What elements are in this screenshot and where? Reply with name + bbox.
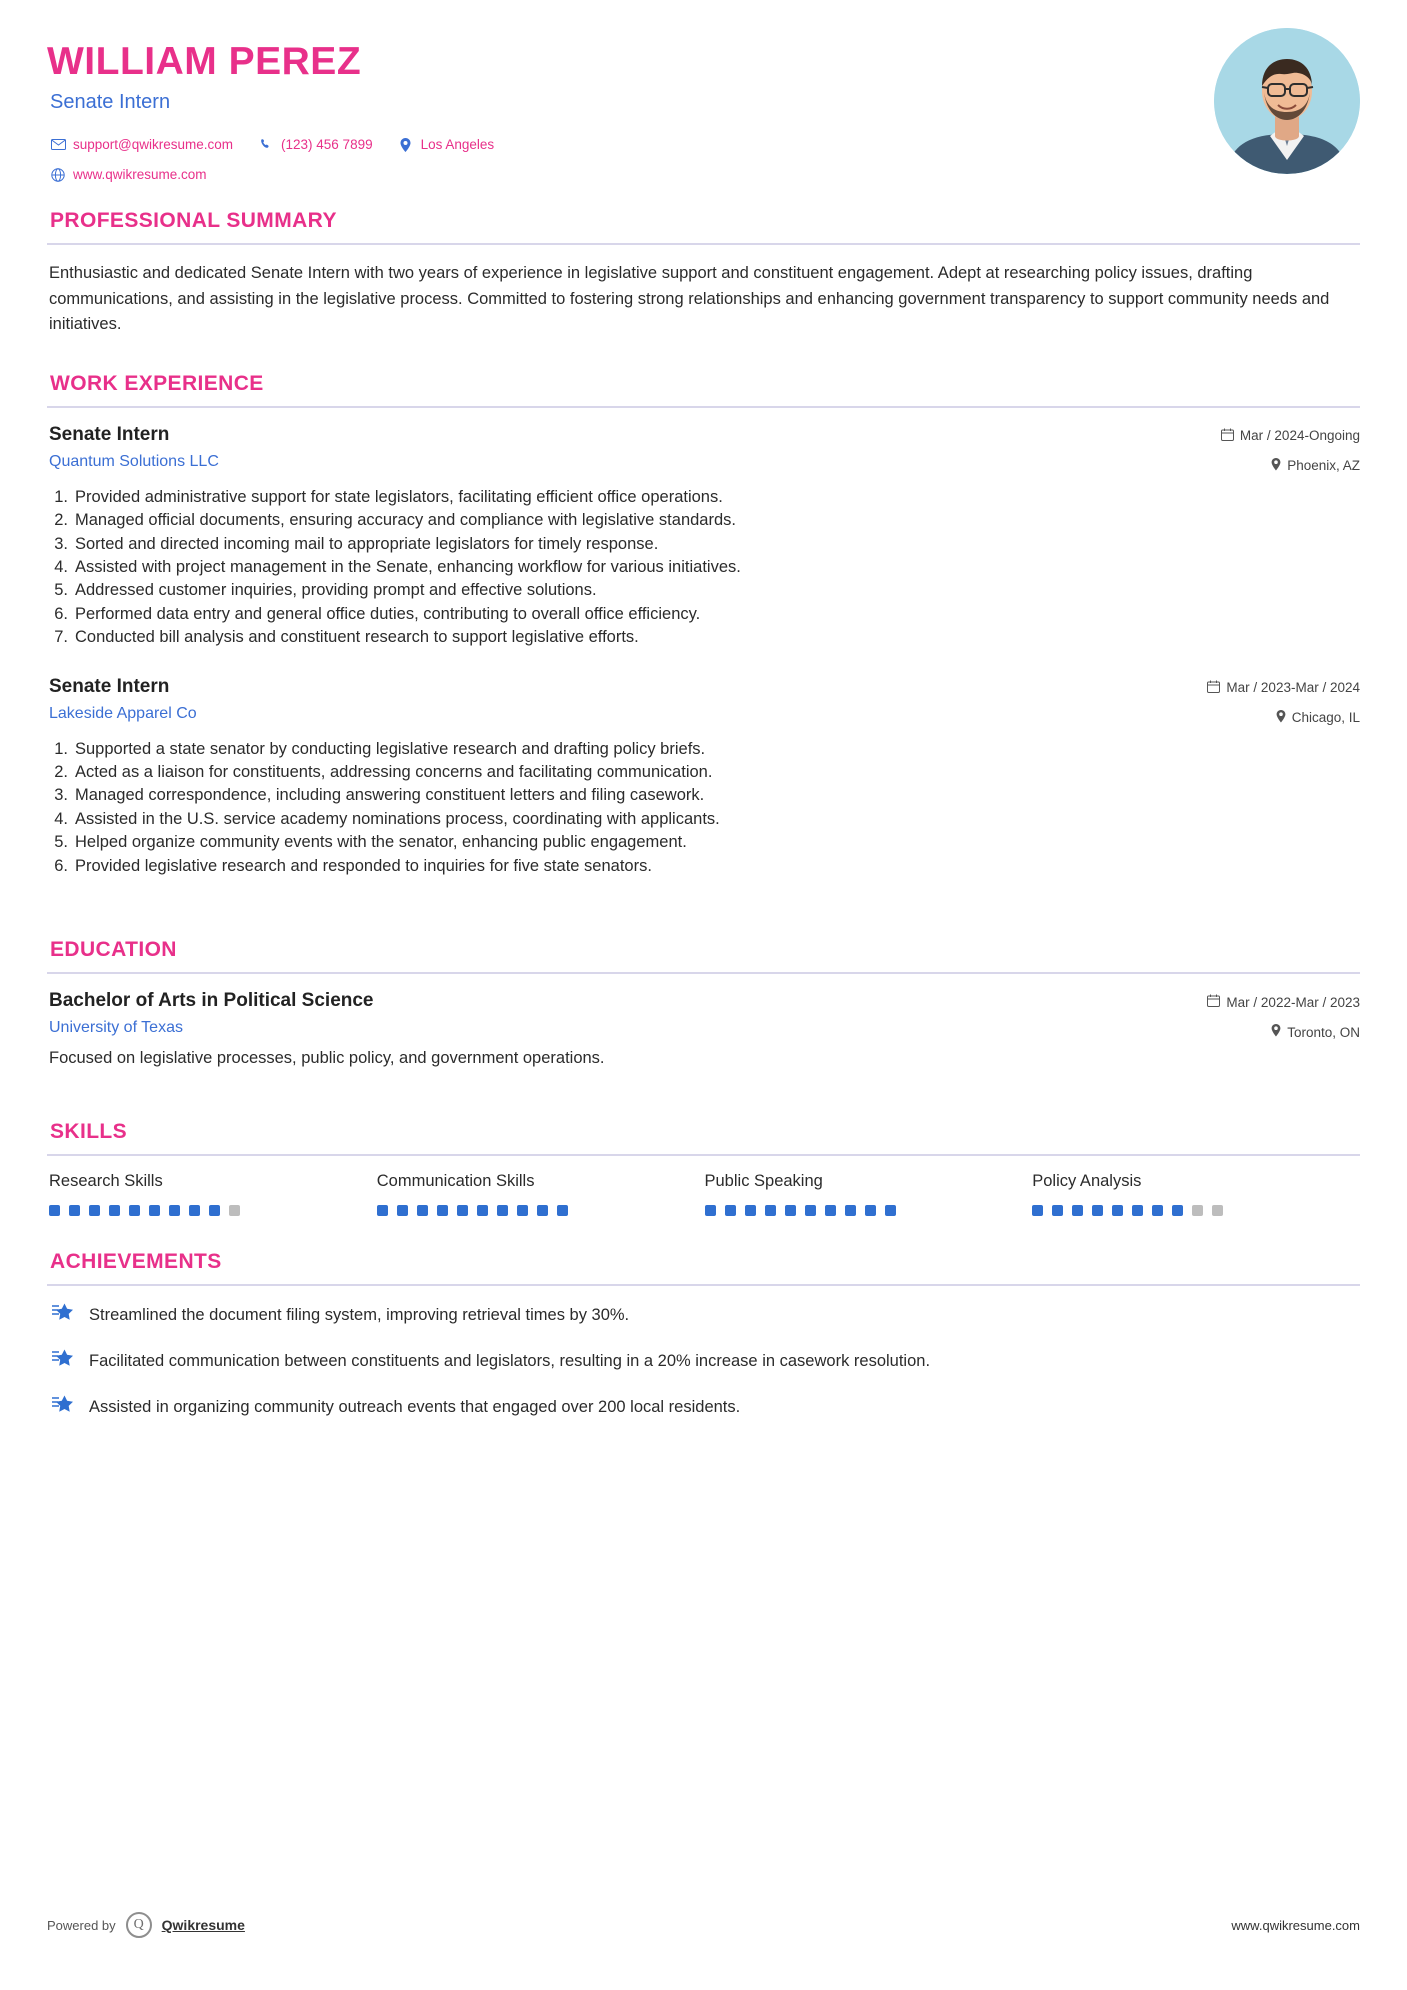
experience-role: Senate Intern (49, 675, 170, 697)
skill-dot (1112, 1205, 1123, 1216)
footer-branding (47, 1912, 245, 1938)
section-divider (47, 1154, 1360, 1156)
map-pin-icon (1271, 1024, 1281, 1040)
experience-entry (47, 676, 1360, 879)
experience-header (47, 424, 1360, 474)
section-divider (47, 406, 1360, 408)
list-item: 3. Managed correspondence, including answering constituent letters and filing casework. (49, 784, 1360, 807)
list-item: 4. Assisted with project management in the Senate, enhancing workflow for various initiatives. (49, 556, 1360, 579)
bullet-text: Managed correspondence, including answering constituent letters and filing casework. (75, 786, 705, 805)
skill-dot (1152, 1205, 1163, 1216)
list-item: 1. Supported a state senator by conducting legislative research and drafting policy briefs. (49, 738, 1360, 761)
experience-bullets (49, 486, 1360, 650)
skill-dot (89, 1205, 100, 1216)
section-divider (47, 243, 1360, 245)
list-item: 1. Provided administrative support for state legislators, facilitating efficient office operations. (49, 486, 1360, 509)
skill-dot (209, 1205, 220, 1216)
experience-entry (47, 424, 1360, 650)
skill-dot (1192, 1205, 1203, 1216)
skill-dot (705, 1205, 716, 1216)
section-professional-summary (47, 209, 1360, 338)
calendar-icon (1221, 428, 1234, 444)
experience-role: Senate Intern (49, 423, 170, 445)
contact-website[interactable] (47, 167, 207, 182)
section-work-experience (47, 372, 1360, 878)
achievement-text: Assisted in organizing community outreach events that engaged over 200 local residents. (89, 1398, 741, 1417)
bullet-text: Assisted in the U.S. service academy nominations process, coordinating with applicants. (75, 809, 720, 828)
skill-dot (69, 1205, 80, 1216)
qwikresume-brand-link[interactable]: Qwikresume (161, 1917, 245, 1933)
qwikresume-logo-icon: Q (126, 1912, 152, 1938)
education-entry (47, 990, 1360, 1068)
skill-item (49, 1172, 377, 1216)
experience-bullets (49, 738, 1360, 879)
skill-dot (129, 1205, 140, 1216)
star-badge-icon (51, 1302, 75, 1329)
skill-rating (49, 1205, 377, 1216)
skill-rating (377, 1205, 705, 1216)
map-pin-icon (1271, 458, 1281, 474)
contact-location-text: Los Angeles (420, 137, 495, 153)
contact-row-1 (47, 136, 1360, 154)
experience-dates-line (1207, 680, 1360, 696)
skill-dot (1092, 1205, 1103, 1216)
skill-dot (537, 1205, 548, 1216)
skill-dot (417, 1205, 428, 1216)
achievement-item (51, 1394, 1360, 1421)
bullet-text: Helped organize community events with the senator, enhancing public engagement. (75, 833, 687, 852)
skill-dot (805, 1205, 816, 1216)
experience-location-line (1221, 458, 1360, 474)
skills-grid (49, 1172, 1360, 1216)
achievement-item (51, 1348, 1360, 1375)
skill-rating (1032, 1205, 1360, 1216)
bullet-text: Provided legislative research and responded to inquiries for five state senators. (75, 856, 652, 875)
experience-company: Lakeside Apparel Co (49, 704, 197, 722)
contact-row-2 (47, 166, 1360, 184)
envelope-icon (47, 139, 69, 150)
achievement-item (51, 1302, 1360, 1329)
education-degree: Bachelor of Arts in Political Science (49, 990, 374, 1012)
skill-dot (377, 1205, 388, 1216)
skill-dot (765, 1205, 776, 1216)
list-item: 4. Assisted in the U.S. service academy nominations process, coordinating with applicants. (49, 808, 1360, 831)
summary-text: Enthusiastic and dedicated Senate Intern with two years of experience in legislative support and constituent engagement. Adept at researching policy issues, drafting communications, and assisting in the legislative process. Committed to fostering strong relationships and enhancing government transparency to support community needs and initiatives. (49, 264, 1330, 334)
section-achievements (47, 1250, 1360, 1421)
education-location-line (1207, 1024, 1360, 1040)
list-item: 2. Managed official documents, ensuring accuracy and compliance with legislative standards. (49, 509, 1360, 532)
bullet-text: Addressed customer inquiries, providing prompt and effective solutions. (75, 581, 597, 600)
location-pin-icon (395, 138, 417, 152)
bullet-text: Managed official documents, ensuring accuracy and compliance with legislative standards. (75, 511, 736, 530)
skill-rating (705, 1205, 1033, 1216)
skill-item (377, 1172, 705, 1216)
section-divider (47, 1284, 1360, 1286)
skill-dot (497, 1205, 508, 1216)
candidate-name: WILLIAM PEREZ (47, 40, 362, 83)
phone-icon (255, 138, 277, 151)
section-title-experience: WORK EXPERIENCE (50, 371, 264, 395)
section-title-education: EDUCATION (50, 938, 177, 962)
achievement-text: Streamlined the document filing system, improving retrieval times by 30%. (89, 1306, 630, 1325)
calendar-icon (1207, 680, 1220, 696)
star-badge-icon (51, 1348, 75, 1375)
skill-label: Policy Analysis (1032, 1172, 1142, 1191)
skill-item (705, 1172, 1033, 1216)
skill-dot (229, 1205, 240, 1216)
resume-header (47, 0, 1360, 205)
map-pin-icon (1276, 710, 1286, 726)
skill-dot (1172, 1205, 1183, 1216)
skill-dot (825, 1205, 836, 1216)
avatar-photo (1214, 28, 1360, 174)
section-divider (47, 972, 1360, 974)
experience-location-line (1207, 710, 1360, 726)
list-item: 6. Provided legislative research and responded to inquiries for five state senators. (49, 855, 1360, 878)
bullet-text: Provided administrative support for state legislators, facilitating efficient office operations. (75, 487, 723, 506)
education-meta (1207, 990, 1360, 1040)
section-title-achievements: ACHIEVEMENTS (50, 1250, 222, 1274)
skill-dot (149, 1205, 160, 1216)
section-title-skills: SKILLS (50, 1120, 128, 1144)
skill-dot (785, 1205, 796, 1216)
skill-label: Communication Skills (376, 1172, 535, 1191)
education-description: Focused on legislative processes, public policy, and government operations. (49, 1049, 605, 1068)
skill-dot (189, 1205, 200, 1216)
bullet-text: Conducted bill analysis and constituent research to support legislative efforts. (75, 628, 639, 647)
skill-dot (169, 1205, 180, 1216)
list-item: 5. Addressed customer inquiries, providing prompt and effective solutions. (49, 579, 1360, 602)
skill-dot (517, 1205, 528, 1216)
experience-location: Phoenix, AZ (1287, 458, 1360, 474)
education-dates-line (1207, 994, 1360, 1010)
experience-dates-line (1221, 428, 1360, 444)
experience-location: Chicago, IL (1291, 710, 1360, 726)
skill-dot (49, 1205, 60, 1216)
list-item: 3. Sorted and directed incoming mail to appropriate legislators for timely response. (49, 533, 1360, 556)
skill-dot (109, 1205, 120, 1216)
list-item: 7. Conducted bill analysis and constituent research to support legislative efforts. (49, 626, 1360, 649)
contact-phone-text: (123) 456 7899 (281, 137, 373, 153)
education-location: Toronto, ON (1287, 1024, 1360, 1040)
list-item: 2. Acted as a liaison for constituents, addressing concerns and facilitating communication. (49, 761, 1360, 784)
skill-dot (477, 1205, 488, 1216)
list-item: 6. Performed data entry and general office duties, contributing to overall office efficiency. (49, 603, 1360, 626)
achievement-text: Facilitated communication between constituents and legislators, resulting in a 20% increase in casework resolution. (89, 1352, 931, 1371)
list-item: 5. Helped organize community events with the senator, enhancing public engagement. (49, 831, 1360, 854)
skill-dot (437, 1205, 448, 1216)
bullet-text: Acted as a liaison for constituents, addressing concerns and facilitating communication. (75, 763, 713, 782)
star-badge-icon (51, 1394, 75, 1421)
contact-info (47, 136, 1360, 184)
education-header (47, 990, 1360, 1040)
footer-website[interactable]: www.qwikresume.com (1231, 1917, 1360, 1933)
skill-dot (865, 1205, 876, 1216)
experience-dates: Mar / 2024-Ongoing (1239, 428, 1360, 444)
skill-dot (397, 1205, 408, 1216)
skill-dot (885, 1205, 896, 1216)
skill-dot (745, 1205, 756, 1216)
section-title-summary: PROFESSIONAL SUMMARY (50, 209, 337, 232)
contact-phone[interactable] (255, 137, 373, 152)
skill-dot (1052, 1205, 1063, 1216)
avatar (1214, 28, 1360, 174)
bullet-text: Performed data entry and general office duties, contributing to overall office efficiency. (75, 604, 701, 623)
section-education (47, 938, 1360, 1068)
skill-label: Public Speaking (704, 1172, 823, 1191)
skill-dot (1032, 1205, 1043, 1216)
experience-dates: Mar / 2023-Mar / 2024 (1226, 680, 1360, 696)
experience-meta (1207, 676, 1360, 726)
bullet-text: Supported a state senator by conducting legislative research and drafting policy briefs. (75, 739, 706, 758)
experience-header (47, 676, 1360, 726)
globe-icon (47, 168, 69, 182)
bullet-text: Sorted and directed incoming mail to appropriate legislators for timely response. (75, 534, 659, 553)
education-school: University of Texas (49, 1019, 183, 1037)
contact-email-text: support@qwikresume.com (73, 137, 234, 153)
contact-location (395, 137, 495, 152)
bullet-text: Assisted with project management in the Senate, enhancing workflow for various initiatives. (75, 557, 741, 576)
skill-dot (1212, 1205, 1223, 1216)
skill-dot (1132, 1205, 1143, 1216)
skill-dot (557, 1205, 568, 1216)
candidate-job-title: Senate Intern (50, 90, 171, 113)
skill-dot (1072, 1205, 1083, 1216)
skill-dot (845, 1205, 856, 1216)
experience-meta (1221, 424, 1360, 474)
page-footer (47, 1912, 1360, 1938)
calendar-icon (1207, 994, 1220, 1010)
experience-company: Quantum Solutions LLC (49, 452, 219, 470)
contact-website-text: www.qwikresume.com (73, 167, 207, 183)
skill-label: Research Skills (49, 1172, 163, 1191)
education-dates: Mar / 2022-Mar / 2023 (1226, 994, 1360, 1010)
powered-by-label: Powered by (47, 1917, 116, 1933)
skill-dot (725, 1205, 736, 1216)
contact-email[interactable] (47, 137, 233, 152)
section-skills (47, 1120, 1360, 1216)
skill-item (1032, 1172, 1360, 1216)
skill-dot (457, 1205, 468, 1216)
